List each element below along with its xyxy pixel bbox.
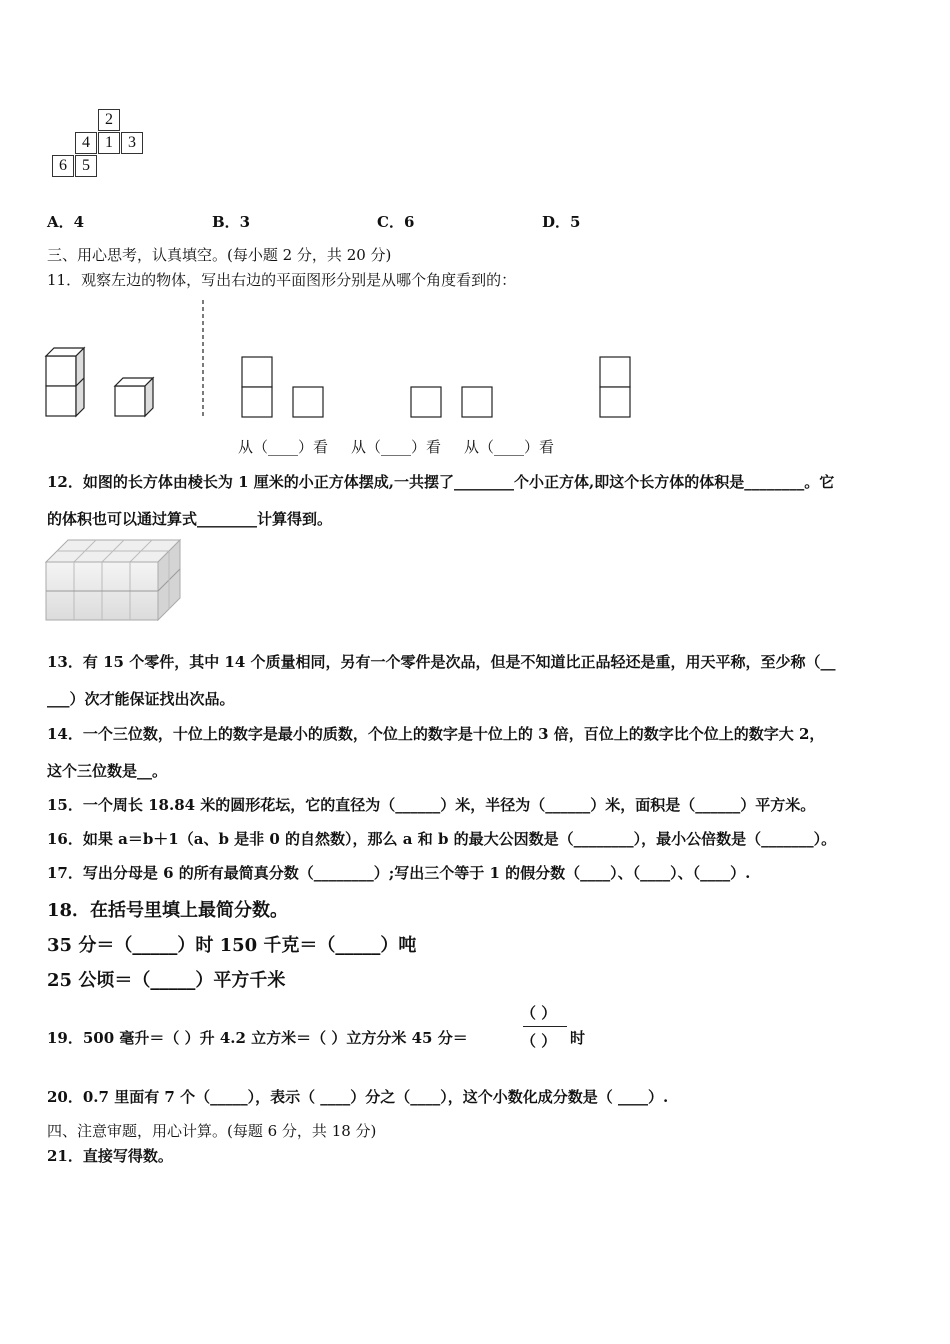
fraction-denominator: （ ） bbox=[521, 1032, 557, 1050]
net-cell: 3 bbox=[121, 132, 143, 154]
question-14-line-2: 这个三位数是__。 bbox=[47, 762, 168, 780]
question-17-text: 17．写出分母是 6 的所有最简真分数（________）;写出三个等于 1 的假分数（____）、（____）、（____）. bbox=[47, 864, 751, 882]
question-16-text: 16．如果 a＝b＋1（a、b 是非 0 的自然数），那么 a 和 b 的最大公因数是（________），最小公倍数是（_______）。 bbox=[47, 830, 837, 848]
fraction-numerator: （ ） bbox=[521, 1004, 557, 1022]
single-cube bbox=[115, 378, 153, 416]
net-cell: 6 bbox=[52, 155, 74, 177]
question-13-line-1: 13．有 15 个零件，其中 14 个质量相同，另有一个零件是次品，但是不知道比正品轻还是重，用天平称，至少称（__ bbox=[47, 653, 836, 671]
option-b: B．3 bbox=[212, 213, 251, 231]
view-2-shape bbox=[411, 387, 492, 417]
question-11-figure bbox=[40, 295, 680, 425]
fraction-unit: 时 bbox=[570, 1029, 586, 1047]
stacked-cubes bbox=[46, 348, 84, 416]
question-20-text: 20．0.7 里面有 7 个（_____），表示（ ____）分之（____），这个小数化成分数是（ ____）. bbox=[47, 1088, 669, 1106]
question-12-line-2: 的体积也可以通过算式________计算得到。 bbox=[47, 510, 333, 528]
question-21-text: 21．直接写得数。 bbox=[47, 1147, 173, 1165]
section-4-heading: 四、注意审题，用心计算。(每题 6 分，共 18 分) bbox=[47, 1122, 377, 1140]
question-14-line-1: 14．一个三位数，十位上的数字是最小的质数，个位上的数字是十位上的 3 倍，百位上的数字比个位上的数字大 2， bbox=[47, 725, 825, 743]
question-18-line-1: 35 分＝（_____）时 150 千克＝（_____）吨 bbox=[47, 935, 417, 956]
view-1-shape bbox=[242, 357, 323, 417]
view-1-label: 从（____）看 bbox=[238, 438, 329, 456]
fraction-bar bbox=[523, 1026, 567, 1027]
question-19-text: 19．500 毫升＝（ ）升 4.2 立方米＝（ ）立方分米 45 分＝ bbox=[47, 1029, 468, 1047]
net-cell: 2 bbox=[98, 109, 120, 131]
view-2-label: 从（____）看 bbox=[351, 438, 442, 456]
view-3-label: 从（____）看 bbox=[464, 438, 555, 456]
net-cell: 4 bbox=[75, 132, 97, 154]
option-a: A．4 bbox=[47, 213, 85, 231]
question-15-text: 15．一个周长 18.84 米的圆形花坛，它的直径为（______）米，半径为（______）米，面积是（______）平方米。 bbox=[47, 796, 816, 814]
question-12-line-1: 12．如图的长方体由棱长为 1 厘米的小正方体摆成,一共摆了________个小正方体,即这个长方体的体积是________。它 bbox=[47, 473, 835, 491]
question-13-line-2: ___）次才能保证找出次品。 bbox=[47, 690, 235, 708]
option-c: C．6 bbox=[377, 213, 415, 231]
net-cell: 5 bbox=[75, 155, 97, 177]
section-3-heading: 三、用心思考，认真填空。(每小题 2 分，共 20 分) bbox=[47, 246, 392, 264]
option-d: D．5 bbox=[542, 213, 581, 231]
net-cell: 1 bbox=[98, 132, 120, 154]
view-3-shape bbox=[600, 357, 630, 417]
question-11-text: 11．观察左边的物体，写出右边的平面图形分别是从哪个角度看到的： bbox=[47, 271, 517, 289]
cuboid-figure bbox=[44, 538, 184, 624]
question-18-line-2: 25 公顷＝（_____）平方千米 bbox=[47, 970, 286, 991]
question-18-title: 18．在括号里填上最简分数。 bbox=[47, 900, 289, 921]
